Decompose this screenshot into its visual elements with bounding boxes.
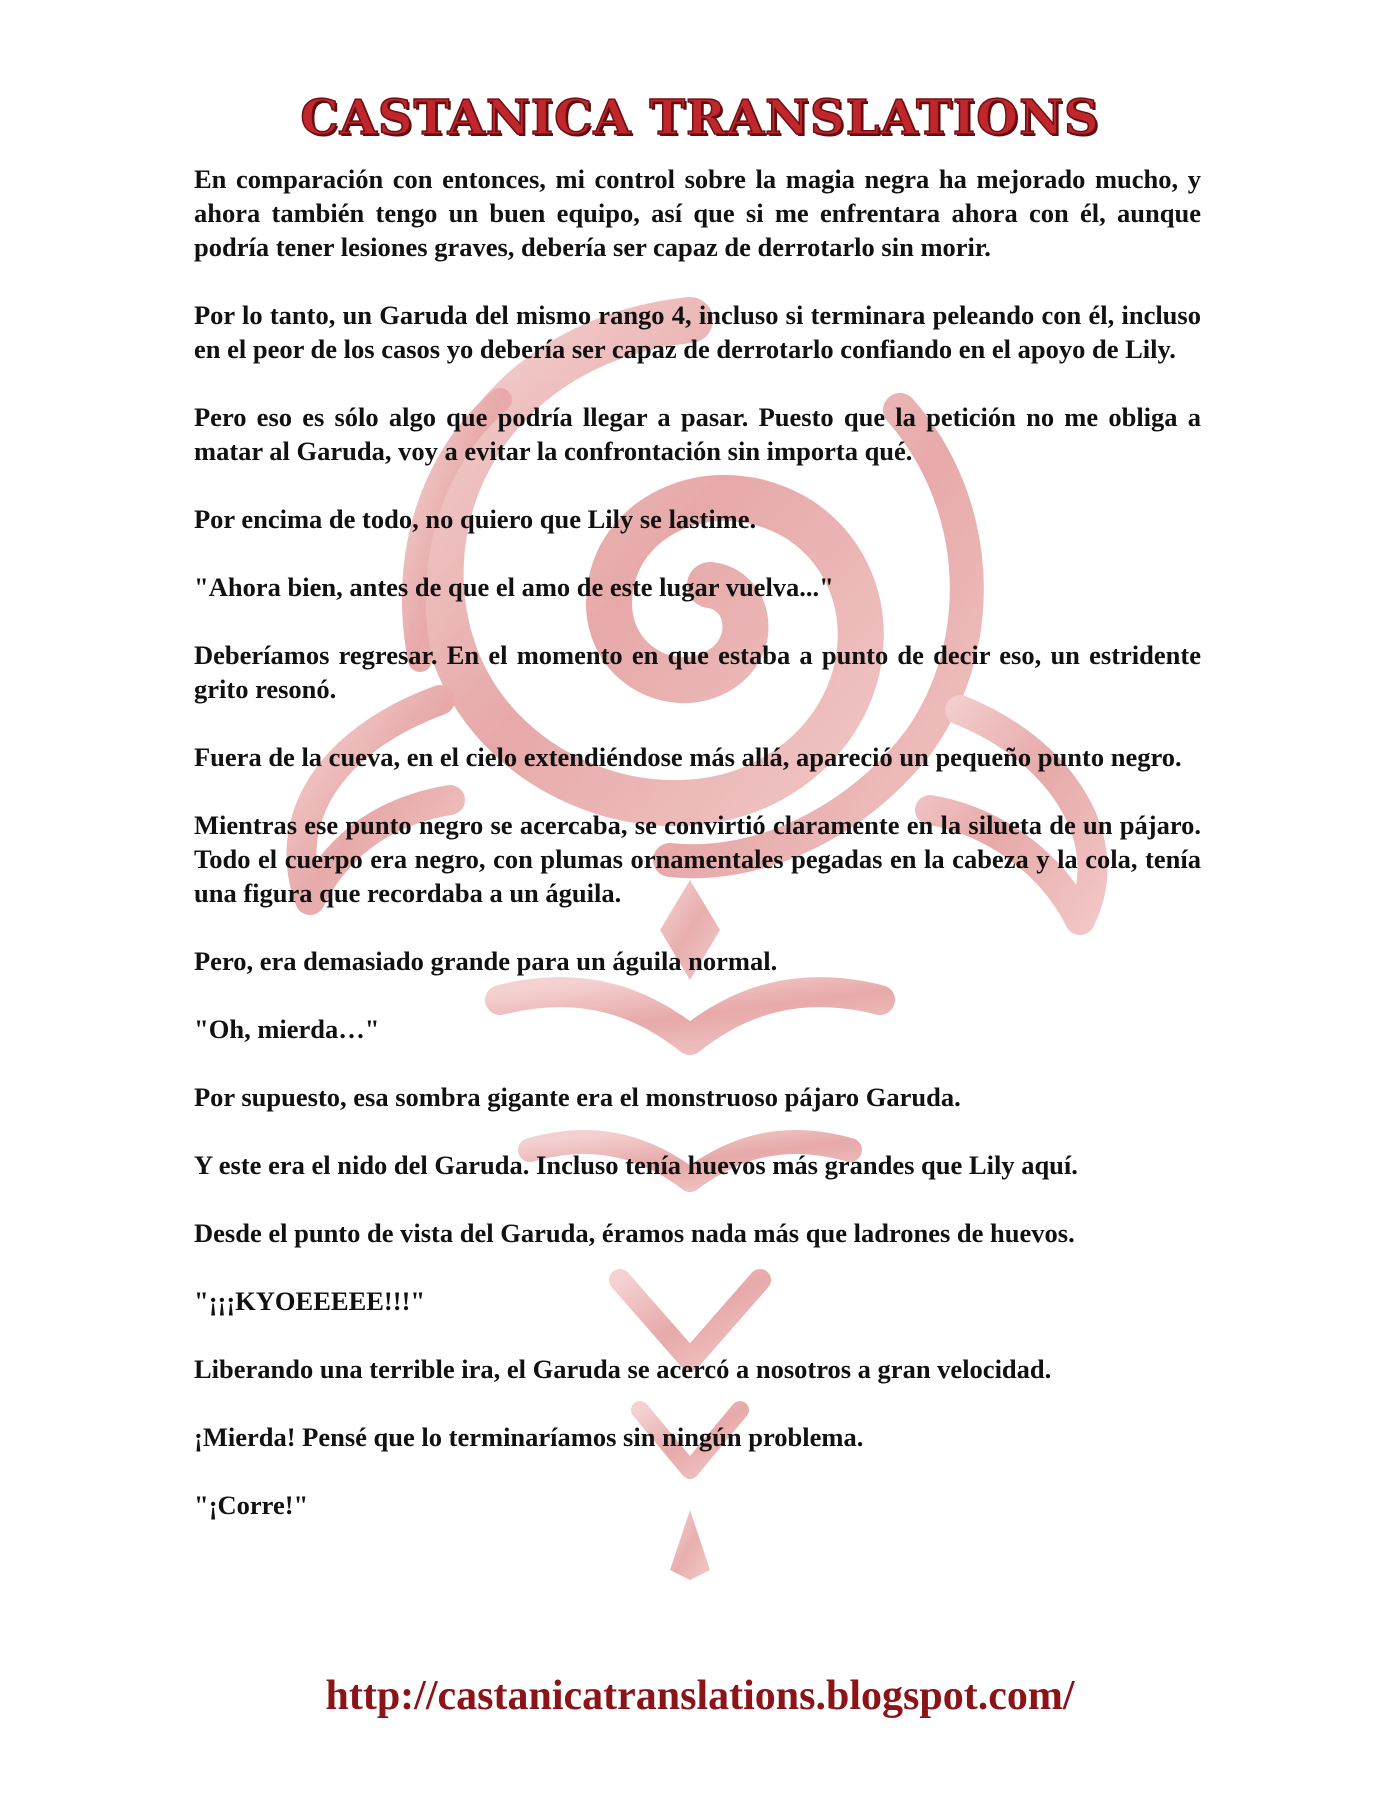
paragraph: Fuera de la cueva, en el cielo extendiéndose más allá, apareció un pequeño punto negro. xyxy=(194,742,1182,772)
paragraph: Y este era el nido del Garuda. Incluso tenía huevos más grandes que Lily aquí. xyxy=(194,1150,1078,1180)
paragraph: Por encima de todo, no quiero que Lily se lastime. xyxy=(194,504,757,534)
paragraph: ¡Mierda! Pensé que lo terminaríamos sin ningún problema. xyxy=(194,1422,864,1452)
paragraph: "Oh, mierda…" xyxy=(194,1014,380,1044)
paragraph: "Ahora bien, antes de que el amo de este lugar vuelva..." xyxy=(194,572,834,602)
paragraph: Deberíamos regresar. En el momento en que estaba a punto de decir eso, un estridente grito resonó. xyxy=(194,640,1201,704)
paragraph: Pero, era demasiado grande para un águila normal. xyxy=(194,946,778,976)
footer-url-link[interactable]: http://castanicatranslations.blogspot.com/ xyxy=(325,1673,1075,1719)
paragraph: En comparación con entonces, mi control sobre la magia negra ha mejorado mucho, y ahora también tengo un buen equipo, así que si me enfrentara ahora con él, aunque podría tener lesiones graves, debería ser capaz de derrotarlo sin morir. xyxy=(194,164,1201,262)
paragraph: Por supuesto, esa sombra gigante era el monstruoso pájaro Garuda. xyxy=(194,1082,961,1112)
paragraph: Liberando una terrible ira, el Garuda se acercó a nosotros a gran velocidad. xyxy=(194,1354,1052,1384)
paragraph: Por lo tanto, un Garuda del mismo rango 4, incluso si terminara peleando con él, incluso en el peor de los casos yo debería ser capaz de derrotarlo confiando en el apoyo de Lily. xyxy=(194,300,1201,364)
paragraph: "¡¡¡KYOEEEEE!!!" xyxy=(194,1286,426,1316)
document-body xyxy=(194,162,1201,1556)
paragraph: "¡Corre!" xyxy=(194,1490,309,1520)
paragraph: Mientras ese punto negro se acercaba, se convirtió claramente en la silueta de un pájaro. Todo el cuerpo era negro, con plumas ornamentales pegadas en la cabeza y la cola, tenía una figura que recordaba a un águila. xyxy=(194,810,1201,908)
page-header-title: CASTANICA TRANSLATIONS xyxy=(300,90,1100,146)
paragraph: Pero eso es sólo algo que podría llegar a pasar. Puesto que la petición no me obliga a matar al Garuda, voy a evitar la confrontación sin importa qué. xyxy=(194,402,1201,466)
paragraph: Desde el punto de vista del Garuda, éramos nada más que ladrones de huevos. xyxy=(194,1218,1075,1248)
